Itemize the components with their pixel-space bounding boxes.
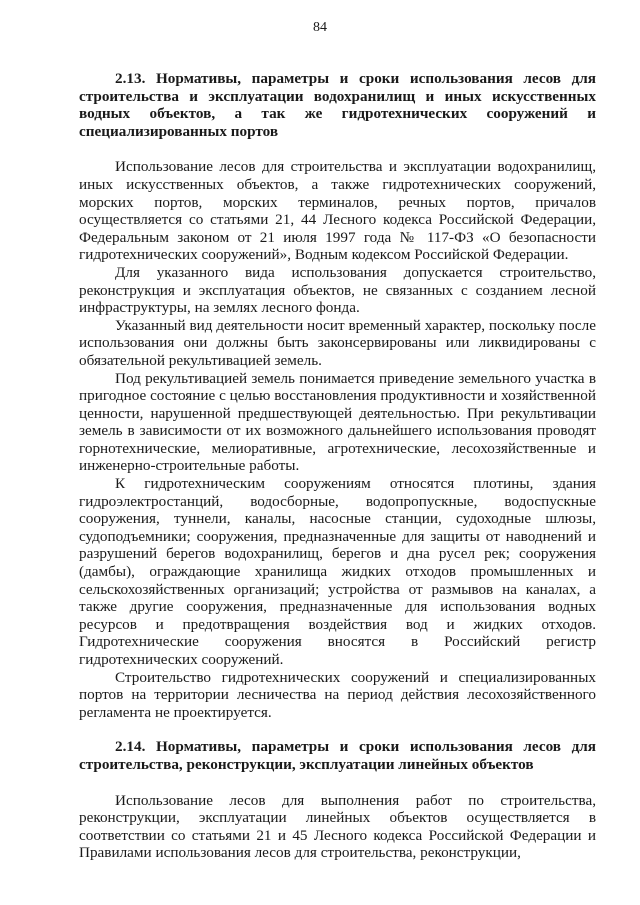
paragraph: Для указанного вида использования допускается строительство, реконструкция и эксплуатация объектов, не связанных с созданием лесной инфраструктуры, на землях лесного фонда. — [79, 263, 596, 317]
section-heading-2-13: 2.13. Нормативы, параметры и сроки использования лесов для строительства и эксплуатации водохранилищ и иных искусственных водных объектов, а так же гидротехнических сооружений и специализированных портов — [79, 70, 596, 140]
page-number: 84 — [313, 20, 327, 35]
paragraph: Строительство гидротехнических сооружений и специализированных портов на территории лесничества на период действия лесохозяйственного регламента не проектируется. — [79, 668, 596, 721]
document-body — [79, 70, 596, 862]
paragraph: К гидротехническим сооружениям относятся плотины, здания гидроэлектростанций, водосборные, водопропускные, водоспускные сооружения, туннели, каналы, насосные станции, судоходные шлюзы, судоподъемники; сооружения, предназначенные для защиты от наводнений и разрушений берегов водохранилищ, берегов и дна русел рек; сооружения (дамбы), ограждающие хранилища жидких отходов промышленных и сельскохозяйственных организаций; устройства от размывов на каналах, а также другие сооружения, предназначенные для использования водных ресурсов и предотвращения воздействия вод и жидких отходов. Гидротехнические сооружения вносятся в Российский регистр гидротехнических сооружений. — [79, 475, 596, 668]
paragraph: Указанный вид деятельности носит временный характер, поскольку после использования они должны быть законсервированы или ликвидированы с обязательной рекультивацией земель. — [79, 316, 596, 369]
paragraph: Использование лесов для выполнения работ по строительства, реконструкции, эксплуатации линейных объектов осуществляется в соответствии со статьями 21 и 45 Лесного кодекса Российской Федерации и Правилами использования лесов для строительства, реконструкции, — [79, 791, 596, 862]
section-heading-2-14: 2.14. Нормативы, параметры и сроки использования лесов для строительства, реконструкции, эксплуатации линейных объектов — [79, 738, 596, 773]
paragraph: Использование лесов для строительства и эксплуатации водохранилищ, иных искусственных объектов, а также гидротехнических сооружений, морских портов, морских терминалов, речных портов, причалов осуществляется со статьями 21, 44 Лесного кодекса Российской Федерации, Федеральным законом от 21 июля 1997 года № 117-ФЗ «О безопасности гидротехнических сооружений», Водным кодексом Российской Федерации. — [79, 158, 596, 264]
paragraph: Под рекультивацией земель понимается приведение земельного участка в пригодное состояние с целью восстановления продуктивности и хозяйственной ценности, нарушенной предшествующей деятельностью. При рекультивации земель в зависимости от их возможного дальнейшего использования проводят горнотехнические, мелиоративные, агротехнические, лесохозяйственные и инженерно-строительные работы. — [79, 369, 596, 475]
